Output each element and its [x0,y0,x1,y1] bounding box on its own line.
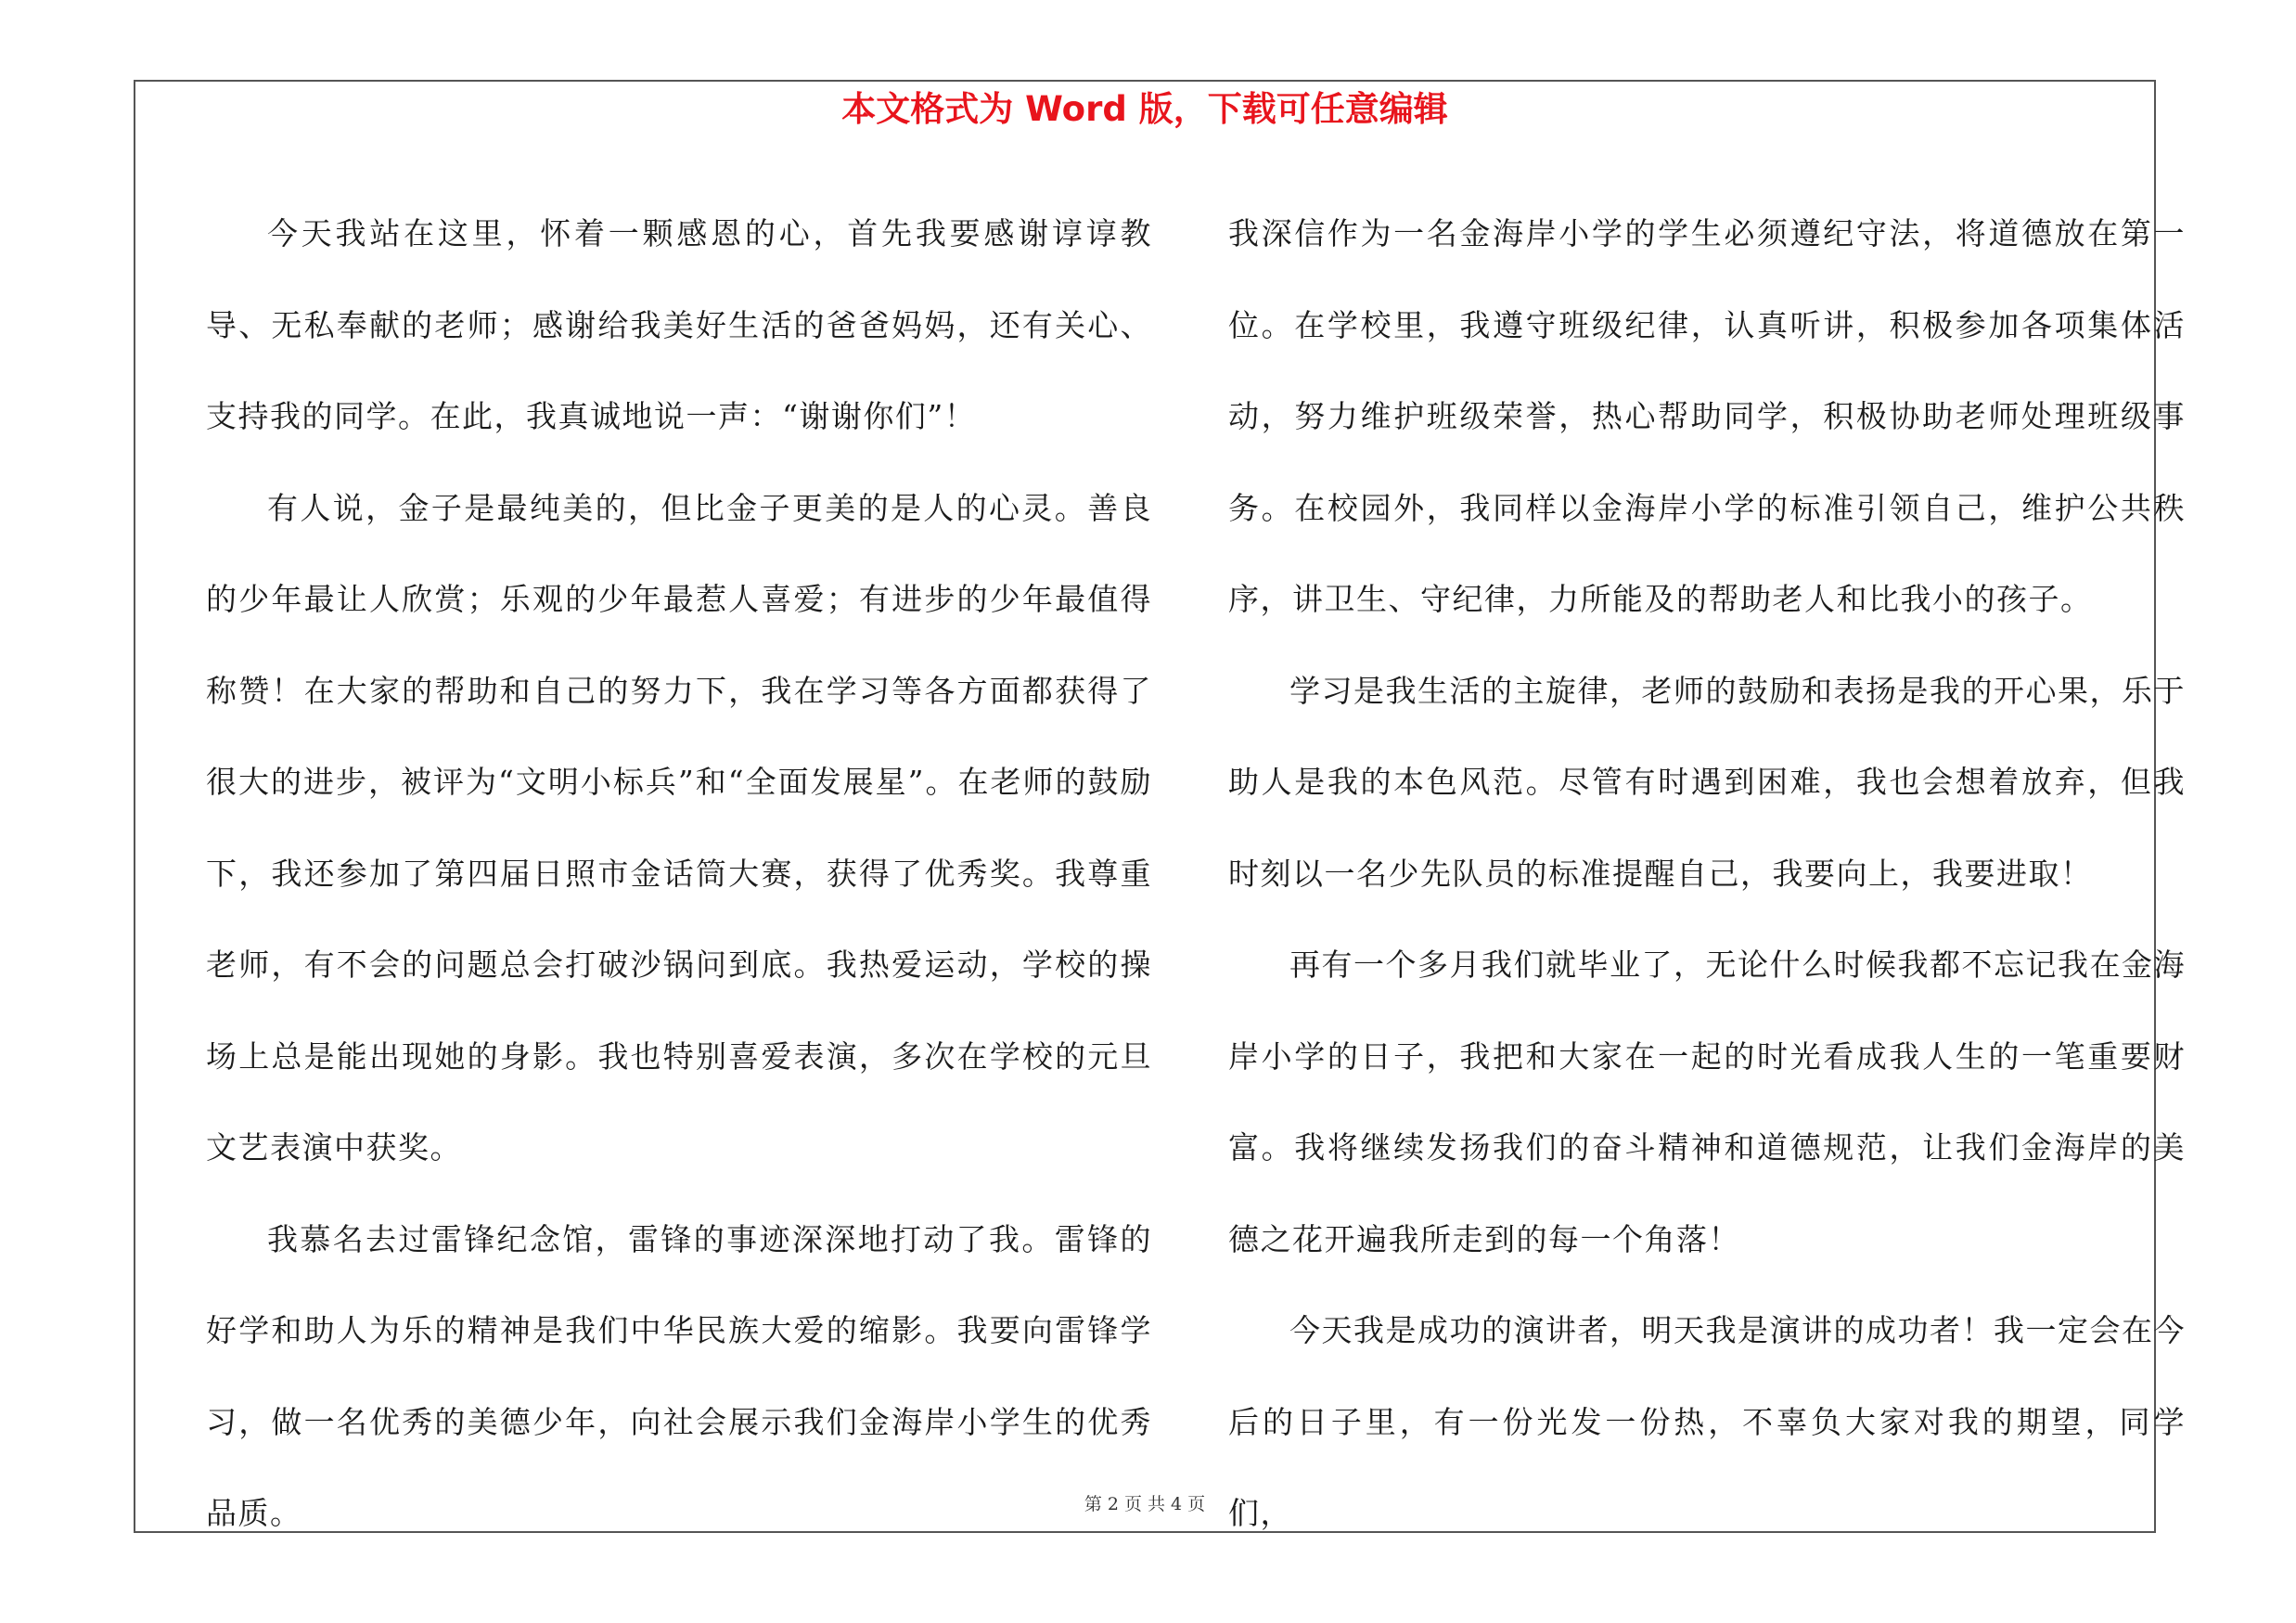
left-column [206,188,1152,1560]
paragraph: 学习是我生活的主旋律，老师的鼓励和表扬是我的开心果，乐于助人是我的本色风范。尽管有时遇到困难，我也会想着放弃，但我时刻以一名少先队员的标准提醒自己，我要向上，我要进取！ [1228,672,2186,892]
paragraph: 我慕名去过雷锋纪念馆，雷锋的事迹深深地打动了我。雷锋的好学和助人为乐的精神是我们中华民族大爱的缩影。我要向雷锋学习，做一名优秀的美德少年，向社会展示我们金海岸小学生的优秀品质。 [206,1220,1152,1531]
paragraph: 今天我站在这里，怀着一颗感恩的心，首先我要感谢谆谆教导、无私奉献的老师；感谢给我美好生活的爸爸妈妈，还有关心、支持我的同学。在此，我真诚地说一声：“谢谢你们”！ [206,215,1152,434]
word-format-banner: 本文格式为 Word 版，下载可任意编辑 [841,89,1448,129]
paragraph: 再有一个多月我们就毕业了，无论什么时候我都不忘记我在金海岸小学的日子，我把和大家在一起的时光看成我人生的一笔重要财富。我将继续发扬我们的奋斗精神和道德规范，让我们金海岸的美德之花开遍我所走到的每一个角落！ [1228,947,2186,1257]
paragraph: 有人说，金子是最纯美的，但比金子更美的是人的心灵。善良的少年最让人欣赏；乐观的少年最惹人喜爱；有进步的少年最值得称赞！在大家的帮助和自己的努力下，我在学习等各方面都获得了很大的进步，被评为“文明小标兵”和“全面发展星”。在老师的鼓励下，我还参加了第四届日照市金话筒大赛，获得了优秀奖。我尊重老师，有不会的问题总会打破沙锅问到底。我热爱运动，学校的操场上总是能出现她的身影。我也特别喜爱表演，多次在学校的元旦文艺表演中获奖。 [206,489,1152,1166]
page-number: 第 2 页 共 4 页 [1084,1494,1206,1514]
right-column [1228,188,2186,1560]
paragraph: 我深信作为一名金海岸小学的学生必须遵纪守法，将道德放在第一位。在学校里，我遵守班级纪律，认真听讲，积极参加各项集体活动，努力维护班级荣誉，热心帮助同学，积极协助老师处理班级事务。在校园外，我同样以金海岸小学的标准引领自己，维护公共秩序，讲卫生、守纪律，力所能及的帮助老人和比我小的孩子。 [1228,215,2186,617]
paragraph: 今天我是成功的演讲者，明天我是演讲的成功者！我一定会在今后的日子里，有一份光发一份热，不辜负大家对我的期望，同学们， [1228,1312,2186,1531]
